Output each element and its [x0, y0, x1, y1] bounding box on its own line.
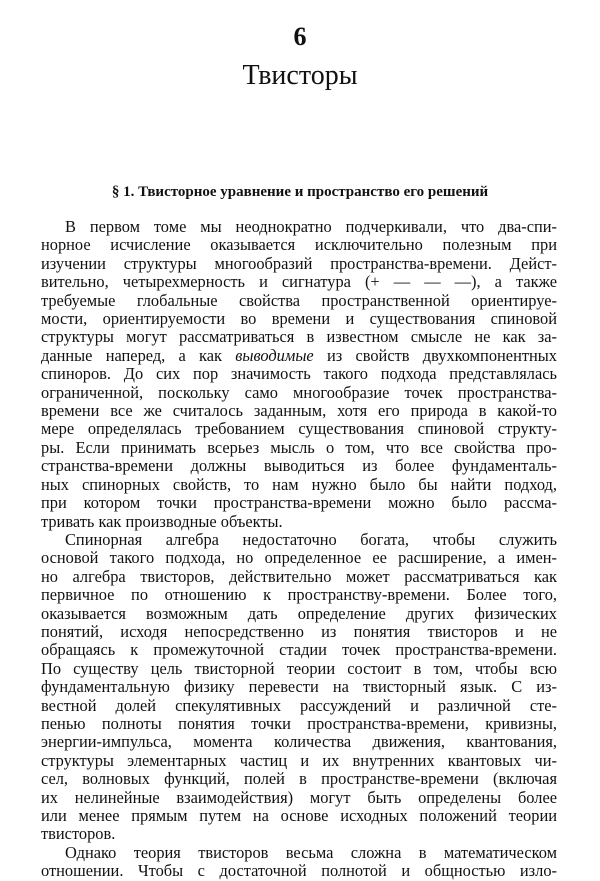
line-8-start: данные наперед, а как — [41, 345, 223, 365]
chapter-number: 6 — [293, 22, 307, 51]
paragraph-1-line-10: ограниченной, поскольку само многообразие точек пространства- — [41, 382, 557, 402]
paragraph-1-line-2: норное исчисление оказывается исключительно полезным при — [41, 235, 557, 255]
paragraph-2-line-10: вестной долей спекулятивных рассуждений и различной сте- — [41, 695, 557, 715]
paragraph-1-line-7: структуры могут рассматриваться в известном смысле не как за- — [41, 327, 557, 347]
section-heading: § 1. Твисторное уравнение и пространство его решений — [111, 184, 489, 200]
paragraph-2-line-9: фундаментальную физику перевести на твисторный язык. С из- — [41, 677, 557, 697]
paragraph-2-line-8: По существу цель твисторной теории состоит в том, чтобы всю — [41, 658, 557, 678]
italic-word: выводимые — [235, 345, 314, 365]
paragraph-1-line-14: странства-времени должны выводиться из более фундаменталь- — [41, 456, 557, 476]
paragraph-1-line-8 — [41, 347, 557, 365]
paragraph-1-line-6: мости, ориентируемости во времени и существования спиновой — [41, 309, 557, 329]
paragraph-3-line-2: отношении. Чтобы с достаточной полнотой и общностью изло- — [41, 861, 557, 881]
paragraph-2-line-13: структуры элементарных частиц и их внутренних квантовых чи- — [41, 750, 557, 770]
chapter-title: Твисторы — [242, 60, 358, 91]
line-8-end: из свойств двухкомпонентных — [313, 345, 557, 365]
paragraph-2-line-12: энергии-импульса, момента количества движения, квантования, — [41, 732, 557, 752]
paragraph-1-line-15: ных спинорных свойств, то нам нужно было бы найти подход, — [41, 474, 557, 494]
paragraph-1-line-16: при котором точки пространства-времени можно было рассма- — [41, 493, 557, 513]
paragraph-2-line-6: понятий, исходя непосредственно из понятия твисторов и не — [41, 621, 557, 641]
paragraph-1-line-9: спиноров. До сих пор значимость такого подхода представлялась — [41, 364, 557, 384]
paragraph-2-line-7: обращаясь к промежуточной стадии точек пространства-времени. — [41, 640, 557, 660]
paragraph-2-line-3: но алгебра твисторов, действительно может рассматриваться как — [41, 566, 557, 586]
paragraph-2-line-1: Спинорная алгебра недостаточно богата, чтобы служить — [65, 529, 557, 549]
body-text — [41, 218, 557, 881]
paragraph-2-line-14: сел, волновых функций, полей в пространстве-времени (включая — [41, 769, 557, 789]
paragraph-1-line-4: вительно, четырехмерность и сигнатура (+ — — —), а также — [41, 272, 557, 292]
paragraph-2-line-16: или менее прямым путем на основе исходных положений теории — [41, 806, 557, 825]
paragraph-2-line-2: основой такого подхода, но определенное ее расширение, а имен- — [41, 548, 557, 568]
paragraph-2-line-17: твисторов. — [41, 824, 116, 844]
paragraph-1-line-17: тривать как производные объекты. — [41, 511, 283, 531]
paragraph-1-line-11: времени все же считалось заданным, хотя его природа в какой-то — [41, 401, 557, 421]
paragraph-1-line-13: ры. Если принимать всерьез мысль о том, что все свойства про- — [41, 437, 557, 457]
paragraph-2-line-4: первичное по отношению к пространству-времени. Более того, — [41, 585, 557, 605]
paragraph-1-line-1: В первом томе мы неоднократно подчеркивали, что два-спи- — [65, 217, 557, 236]
paragraph-2-line-11: пенью полноты понятия точки пространства-времени, кривизны, — [41, 713, 557, 733]
paragraph-1-line-3: изучении структуры многообразий пространства-времени. Дейст- — [41, 253, 557, 273]
paragraph-2-line-5: оказывается возможным дать определение других физических — [41, 603, 557, 623]
paragraph-1-line-12: мере определялась требованием существования спиновой структу- — [41, 419, 557, 439]
paragraph-2-line-15: их нелинейные взаимодействия) могут быть определены более — [41, 787, 557, 807]
paragraph-1-line-5: требуемые глобальные свойства пространственной ориентируе- — [41, 290, 557, 310]
paragraph-3-line-1: Однако теория твисторов весьма сложна в математическом — [65, 842, 557, 862]
